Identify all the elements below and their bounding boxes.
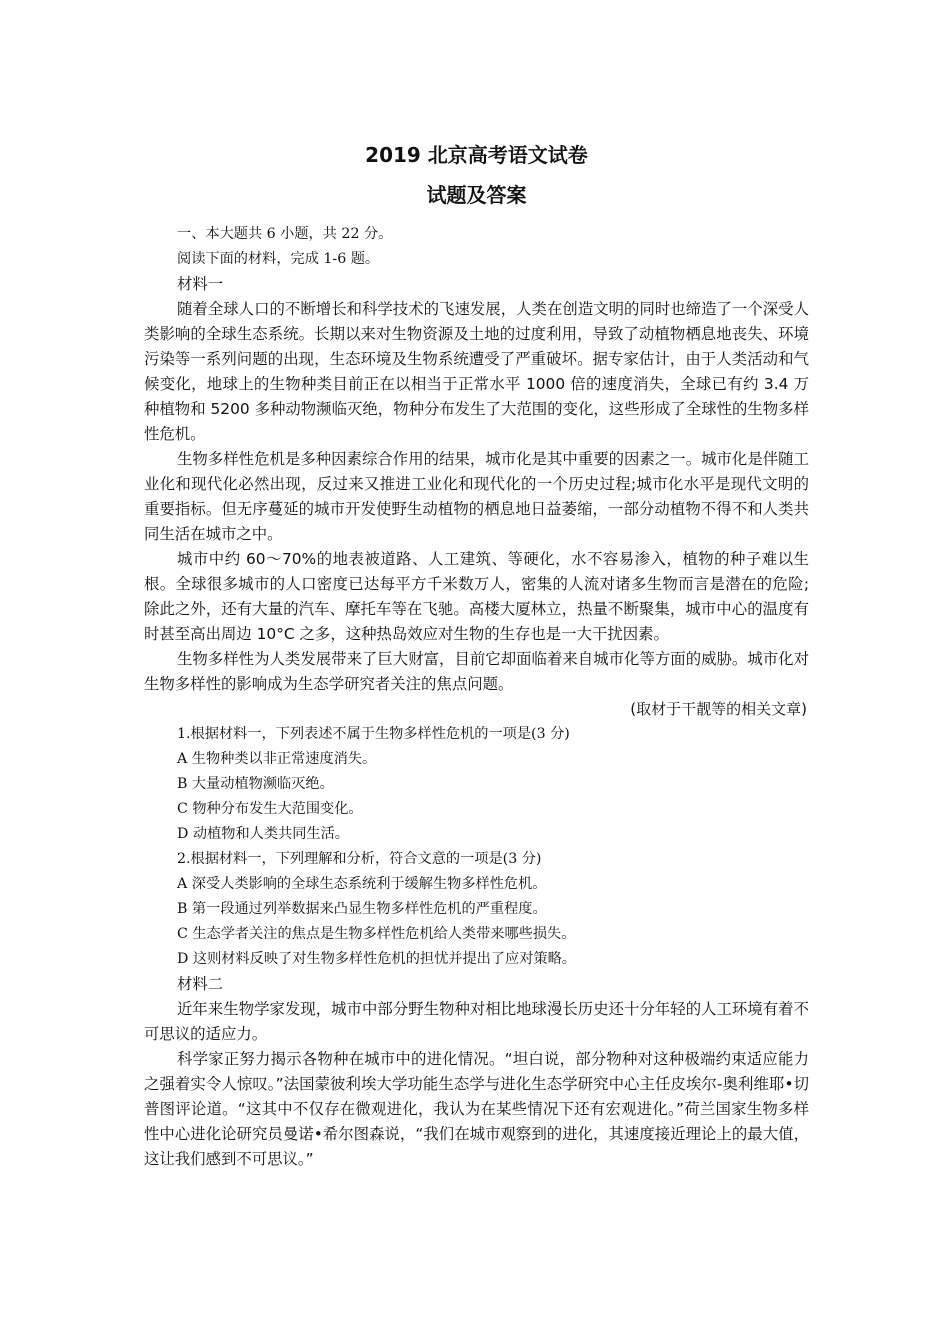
material2-label: 材料二 bbox=[177, 975, 224, 993]
question-option: A 深受人类影响的全球生态系统利于缓解生物多样性危机。 bbox=[177, 876, 547, 892]
material1-paragraph: 城市中约 60～70%的地表被道路、人工建筑、等硬化，水不容易渗入，植物的种子难以生根。全球很多城市的人口密度已达每平方千米数万人，密集的人流对诸多生物而言是潜在的危险;除此之外，还有大量的汽车、摩托车等在飞驰。高楼大厦林立，热量不断聚集，城市中心的温度有时甚至高出周边 10°C 之多，这种热岛效应对生物的生存也是一大干扰因素。 bbox=[144, 550, 809, 643]
question-option: B 第一段通过列举数据来凸显生物多样性危机的严重程度。 bbox=[177, 901, 547, 917]
document-subtitle: 试题及答案 bbox=[426, 183, 527, 207]
question-stem: 2.根据材料一，下列理解和分析，符合文意的一项是(3 分) bbox=[177, 851, 542, 867]
material2-paragraph: 科学家正努力揭示各物种在城市中的进化情况。“坦白说，部分物种对这种极端约束适应能力之强着实令人惊叹。”法国蒙彼利埃大学功能生态学与进化生态学研究中心主任皮埃尔-奥利维耶•切普图评论道。“这其中不仅存在微观进化，我认为在某些情况下还有宏观进化。”荷兰国家生物多样性中心进化论研究员曼诺•希尔图森说，“我们在城市观察到的进化，其速度接近理论上的最大值，这让我们感到不可思议。” bbox=[144, 1050, 809, 1168]
material1-paragraph: 生物多样性危机是多种因素综合作用的结果，城市化是其中重要的因素之一。城市化是伴随工业化和现代化必然出现，反过来又推进工业化和现代化的一个历史过程;城市化水平是现代文明的重要指标。但无序蔓延的城市开发使野生动植物的栖息地日益萎缩，一部分动植物不得不和人类共同生活在城市之中。 bbox=[144, 450, 809, 543]
question-option: D 这则材料反映了对生物多样性危机的担忧并提出了应对策略。 bbox=[177, 951, 576, 967]
instruction: 阅读下面的材料，完成 1-6 题。 bbox=[177, 251, 380, 267]
question-option: B 大量动植物濒临灭绝。 bbox=[177, 776, 334, 792]
question-option: C 生态学者关注的焦点是生物多样性危机给人类带来哪些损失。 bbox=[177, 926, 576, 942]
material2-paragraph: 近年来生物学家发现，城市中部分野生物种对相比地球漫长历史还十分年轻的人工环境有着不可思议的适应力。 bbox=[144, 1000, 809, 1043]
material1-paragraph: 随着全球人口的不断增长和科学技术的飞速发展，人类在创造文明的同时也缔造了一个深受人类影响的全球生态系统。长期以来对生物资源及土地的过度利用，导致了动植物栖息地丧失、环境污染等一系列问题的出现，生态环境及生物系统遭受了严重破坏。据专家估计，由于人类活动和气候变化，地球上的生物种类目前正在以相当于正常水平 1000 倍的速度消失，全球已有约 3.4 万种植物和 5200 多种动物濒临灭绝，物种分布发生了大范围的变化，这些形成了全球性的生物多样性危机。 bbox=[144, 300, 809, 443]
material1-source: (取材于干靓等的相关文章) bbox=[630, 700, 807, 718]
document-page bbox=[144, 130, 809, 1172]
question-option: A 生物种类以非正常速度消失。 bbox=[177, 751, 377, 767]
question-stem: 1.根据材料一，下列表述不属于生物多样性危机的一项是(3 分) bbox=[177, 726, 570, 742]
material1-label: 材料一 bbox=[177, 275, 224, 293]
question-option: D 动植物和人类共同生活。 bbox=[177, 826, 349, 842]
document-title: 2019 北京高考语文试卷 bbox=[365, 143, 588, 167]
question-option: C 物种分布发生大范围变化。 bbox=[177, 801, 363, 817]
section-intro: 一、本大题共 6 小题，共 22 分。 bbox=[177, 226, 393, 242]
material1-paragraph: 生物多样性为人类发展带来了巨大财富，目前它却面临着来自城市化等方面的威胁。城市化对生物多样性的影响成为生态学研究者关注的焦点问题。 bbox=[144, 650, 809, 693]
